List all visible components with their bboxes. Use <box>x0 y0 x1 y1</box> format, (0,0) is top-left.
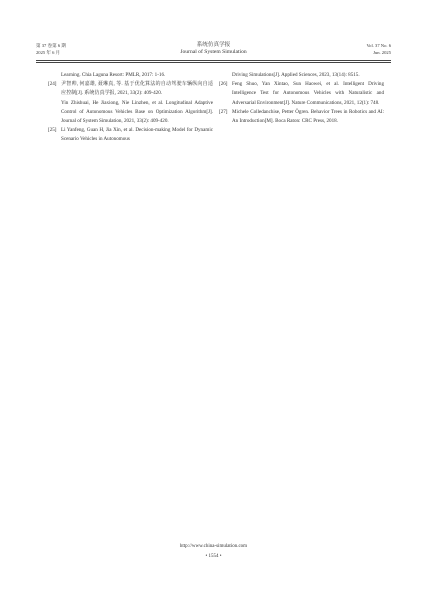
reference-text: Feng Shuo, Yan Xintao, Sun Haowei, et al. Intelligent Driving Intelligence Test for Autonomous Vehicles with Naturalistic and Adversarial Environment[J]. Nature Communications, 2021, 12(1): 748. <box>232 81 384 106</box>
journal-title-en: Journal of System Simulation <box>180 49 247 56</box>
footer-url[interactable]: http://www.china-simulation.com <box>179 544 248 549</box>
running-header <box>36 42 391 62</box>
reference-translation: Yin Zhishuai, He Jiaxiong, Nie Linzhen, et al. Longitudinal Adaptive Control of Autonomous Vehicles Base on Optimization Algorithm[J]. Journal of System Simulation, 2021, 33(2): 409-420. <box>61 99 213 125</box>
journal-title-cn: 系统仿真学报 <box>196 42 231 48</box>
reference-column-right <box>219 71 384 126</box>
header-volume-cn: 第 37 卷第 6 期 <box>36 43 66 48</box>
reference-number: [27] <box>219 108 228 115</box>
reference-number: [26] <box>219 81 228 88</box>
reference-continuation: Driving Simulations[J]. Applied Sciences, 2023, 13(14): 8515. <box>232 72 360 78</box>
header-volume-info-en <box>366 42 391 56</box>
header-rule-bottom <box>36 62 391 63</box>
reference-item <box>48 80 213 98</box>
reference-continuation: Learning. Chia Laguna Resort: PMLR, 2017: 1-16. <box>61 72 166 78</box>
header-volume-en: Vol. 37 No. 6 <box>366 43 391 48</box>
reference-text: Li Yanfeng, Guan H, Jia Xin, et al. Decision-making Model for Dynamic Scenario Vehicles in Autonomous <box>61 127 213 143</box>
reference-column-left <box>48 71 213 145</box>
header-journal-title <box>36 42 391 57</box>
reference-item <box>219 80 384 108</box>
reference-item <box>48 126 213 144</box>
page-number: • 1554 • <box>205 554 222 559</box>
reference-item <box>219 108 384 126</box>
reference-number: [25] <box>48 127 57 134</box>
reference-text: Michele Colledanchise, Petter Ögren. Behavior Trees in Robotics and AI: An Introduction[M]. Boca Raton: CRC Press, 2018. <box>232 108 384 125</box>
reference-text: 尹智帅, 何嘉雄, 聂琳真, 等. 基于优化算法的自动驾驶车辆纵向自适应控制[J]. 系统仿真学报, 2021, 33(2): 409-420. <box>61 81 213 97</box>
reference-number: [24] <box>48 81 57 88</box>
header-date-cn: 2025 年 6 月 <box>36 50 61 55</box>
header-date-en: Jun. 2025 <box>373 50 391 55</box>
